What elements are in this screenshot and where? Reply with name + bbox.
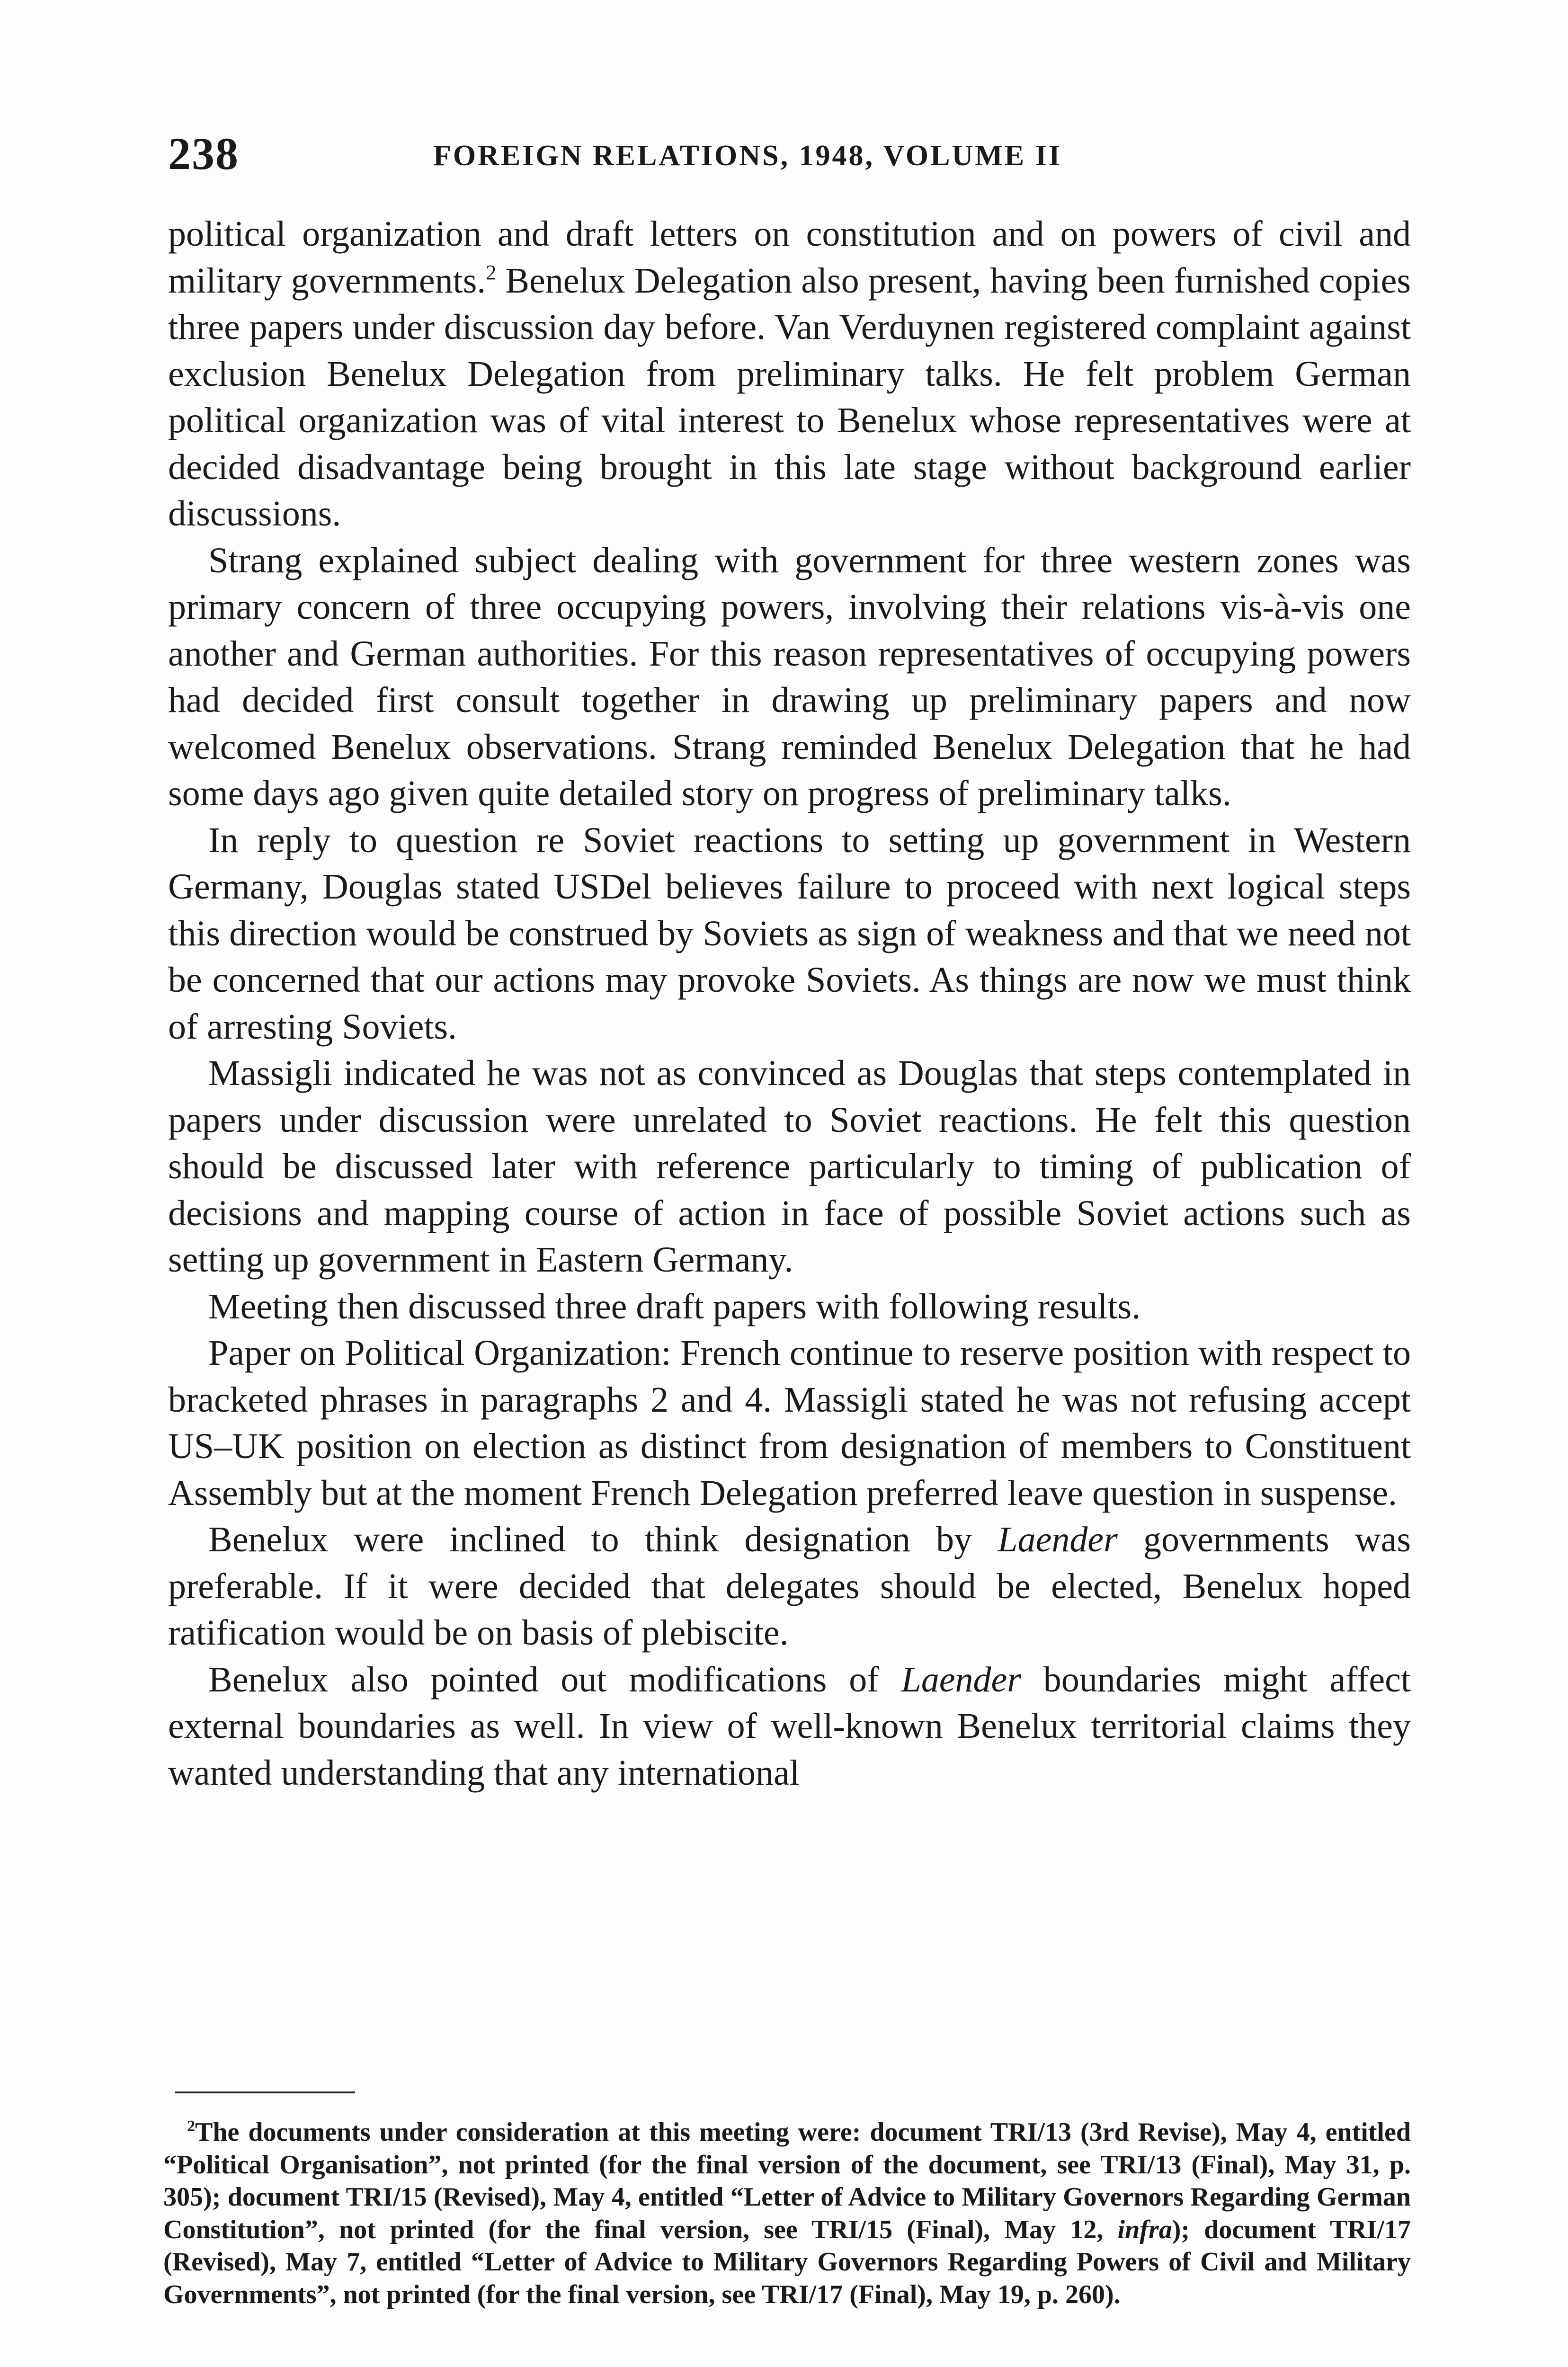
body-text <box>168 211 1411 1796</box>
footnote-paragraph <box>163 2116 1411 2311</box>
footnote-reference: 2 <box>486 260 497 284</box>
paragraph-7-text-a: Benelux were inclined to think designation by <box>208 1520 998 1559</box>
paragraph-8-italic: Laender <box>901 1659 1021 1700</box>
footnote-italic: infra <box>1117 2215 1172 2244</box>
paragraph-5: Meeting then discussed three draft papers with following results. <box>208 1286 1141 1326</box>
paragraph-1 <box>168 211 1411 537</box>
paragraph-7-text-b: governments was preferable. If it were decided that delegates should be elected, Benelux hoped ratification would be on basis of plebiscite. <box>168 1520 1411 1653</box>
paragraph-1-text: political organization and draft letters on constitution and on powers of civil and military governments. <box>168 214 1411 301</box>
footnote <box>163 2116 1411 2311</box>
page-header <box>168 128 1408 180</box>
paragraph-2: Strang explained subject dealing with government for three western zones was primary concern of three occupying powers, involving their relations vis-à-vis one another and German authorities. For this reason representatives of occupying powers had decided first consult together in drawing up preliminary papers and now welcomed Benelux observations. Strang reminded Benelux Delegation that he had some days ago given quite detailed story on progress of preliminary talks. <box>168 540 1411 813</box>
running-title: FOREIGN RELATIONS, 1948, VOLUME II <box>433 140 1062 172</box>
paragraph-7-italic: Laender <box>998 1520 1118 1559</box>
paragraph-8 <box>168 1656 1411 1797</box>
paragraph-4: Massigli indicated he was not as convinced as Douglas that steps contemplated in papers under discussion were unrelated to Soviet reactions. He felt this question should be discussed later with reference particularly to timing of publication of decisions and mapping course of action in face of possible Soviet actions such as setting up government in Eastern Germany. <box>168 1053 1411 1280</box>
paragraph-6: Paper on Political Organization: French continue to reserve position with respect to bracketed phrases in paragraphs 2 and 4. Massigli stated he was not refusing accept US–UK position on election as distinct from designation of members to Constituent Assembly but at the moment French Delegation preferred leave question in suspense. <box>168 1333 1411 1513</box>
footnote-divider <box>175 2091 355 2093</box>
paragraph-3: In reply to question re Soviet reactions to setting up government in Western Germany, Douglas stated USDel believes failure to proceed with next logical steps this direction would be construed by Soviets as sign of weakness and that we need not be concerned that our actions may provoke Soviets. As things are now we must think of arresting Soviets. <box>168 820 1411 1047</box>
paragraph-8-text-b: boundaries might affect external boundaries as well. In view of well-known Benelux territorial claims they wanted understanding that any international <box>168 1659 1411 1793</box>
footnote-text-b: ); document TRI/17 (Revised), May 7, entitled “Letter of Advice to Military Governors Regarding Powers of Civil and Military Governments”, not printed (for the final version, see TRI/17 (Final), May 19, p. 260). <box>163 2215 1411 2309</box>
footnote-marker: 2 <box>187 2118 195 2135</box>
paragraph-1-rest: Benelux Delegation also present, having been furnished copies three papers under discussion day before. Van Verduynen registered complaint against exclusion Benelux Delegation from preliminary talks. He felt problem German political organization was of vital interest to Benelux whose representatives were at decided disadvantage being brought in this late stage without background earlier discussions. <box>168 260 1411 534</box>
page-number: 238 <box>168 128 239 179</box>
paragraph-8-text-a: Benelux also pointed out modifications of <box>208 1659 901 1700</box>
paragraph-7 <box>168 1516 1411 1656</box>
footnote-text-a: The documents under consideration at this meeting were: document TRI/13 (3rd Revise), May 4, entitled “Political Organisation”, not printed (for the final version of the document, see TRI/13 (Final), May 31, p. 305); document TRI/15 (Revised), May 4, entitled “Letter of Advice to Military Governors Regarding German Constitution”, not printed (for the final version, see TRI/15 (Final), May 12, <box>163 2118 1411 2244</box>
